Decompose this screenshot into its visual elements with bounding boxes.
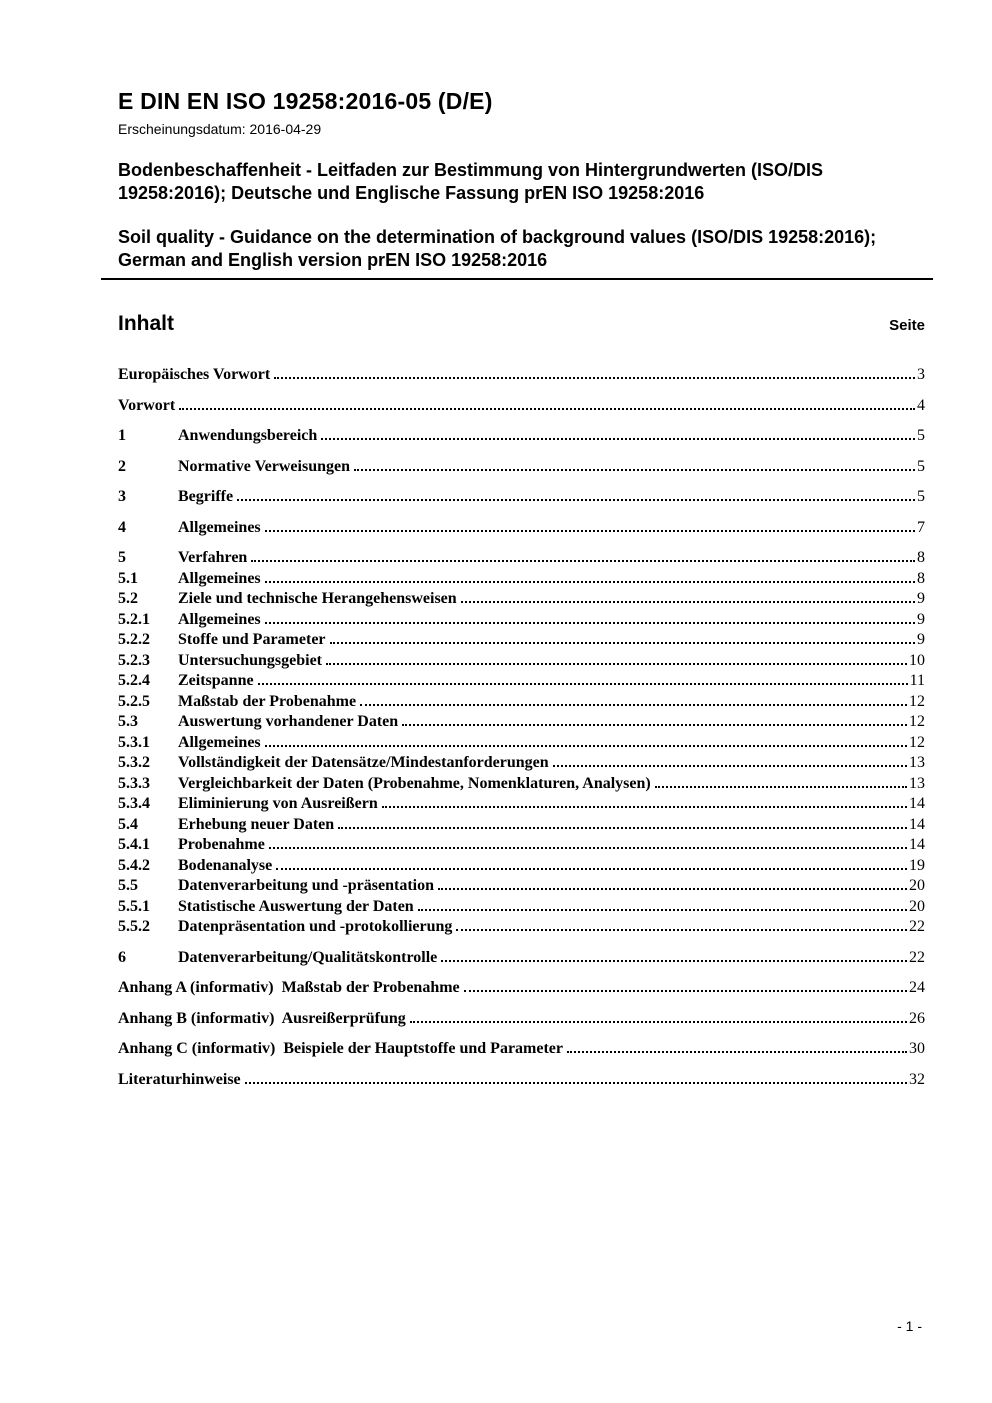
toc-entry-page: 9 (917, 590, 925, 607)
toc-entry-row (118, 1039, 925, 1060)
toc-dot-leader (402, 724, 907, 726)
toc-entry-title: Statistische Auswertung der Daten (178, 897, 414, 915)
toc-entry-title: Europäisches Vorwort (118, 366, 271, 383)
toc-entry-number: 5.3.2 (118, 754, 150, 771)
toc-entry-row (118, 733, 925, 754)
toc-entry-row (118, 630, 925, 651)
toc-entry-row (118, 712, 925, 733)
toc-entry-page: 5 (917, 427, 925, 444)
toc-entry-page: 11 (909, 672, 925, 689)
toc-list (118, 365, 925, 1090)
toc-entry-page: 10 (909, 651, 925, 669)
toc-entry-row (118, 365, 925, 386)
toc-entry-row (118, 426, 925, 447)
toc-entry-title: Anhang A (informativ) Maßstab der Probenahme (118, 979, 460, 996)
toc-dot-leader (251, 560, 915, 562)
toc-entry-page: 4 (917, 396, 925, 414)
toc-entry-page: 12 (909, 713, 925, 730)
toc-entry-row (118, 917, 925, 938)
toc-entry-page: 26 (909, 1009, 925, 1027)
footer-page-number: - 1 - (897, 1318, 922, 1334)
toc-entry-number: 5.2.5 (118, 692, 150, 710)
toc-entry-number: 5.2.4 (118, 672, 150, 689)
toc-entry-page: 13 (909, 774, 925, 792)
toc-entry-row (118, 978, 925, 999)
toc-entry-row (118, 569, 925, 590)
toc-entry-page: 24 (909, 979, 925, 996)
toc-entry-page: 22 (909, 948, 925, 966)
toc-entry-page: 9 (917, 631, 925, 648)
toc-entry-page: 20 (909, 897, 925, 915)
toc-entry-page: 32 (909, 1070, 925, 1088)
toc-entry-row (118, 794, 925, 815)
toc-entry-row (118, 897, 925, 918)
toc-entry-title: Ziele und technische Herangehensweisen (178, 590, 457, 607)
toc-entry-number: 4 (118, 518, 126, 536)
toc-entry-title: Allgemeines (178, 610, 261, 628)
toc-dot-leader (382, 806, 907, 808)
toc-entry-row (118, 835, 925, 856)
toc-entry-page: 20 (909, 877, 925, 894)
toc-entry-number: 5.3 (118, 713, 138, 730)
toc-entry-title: Allgemeines (178, 518, 261, 536)
toc-dot-leader (265, 622, 915, 624)
document-page (118, 88, 925, 1090)
toc-dot-leader (410, 1021, 907, 1023)
toc-entry-title: Vollständigkeit der Datensätze/Mindestanforderungen (178, 754, 549, 771)
toc-entry-row (118, 692, 925, 713)
toc-dot-leader (321, 438, 915, 440)
toc-entry-page: 14 (909, 836, 925, 853)
toc-entry-row (118, 396, 925, 417)
toc-entry-number: 5.5 (118, 877, 138, 894)
toc-entry-number: 5.3.4 (118, 795, 150, 812)
toc-dot-leader (456, 929, 907, 931)
toc-page-column-label: Seite (889, 317, 925, 334)
toc-entry-title: Allgemeines (178, 733, 261, 751)
toc-entry-page: 19 (909, 856, 925, 874)
toc-dot-leader (265, 581, 915, 583)
toc-entry-title: Begriffe (178, 488, 234, 505)
toc-dot-leader (330, 642, 915, 644)
toc-entry-number: 3 (118, 488, 126, 505)
toc-entry-number: 1 (118, 427, 126, 444)
toc-entry-page: 5 (917, 488, 925, 505)
toc-dot-leader (269, 847, 907, 849)
toc-entry-row (118, 856, 925, 877)
toc-entry-page: 12 (909, 733, 925, 751)
toc-entry-page: 7 (917, 518, 925, 536)
toc-dot-leader (338, 827, 907, 829)
toc-dot-leader (237, 499, 915, 501)
toc-dot-leader (258, 683, 908, 685)
toc-entry-page: 8 (917, 569, 925, 587)
toc-entry-title: Maßstab der Probenahme (178, 692, 357, 710)
toc-entry-page: 22 (909, 918, 925, 935)
toc-entry-row (118, 487, 925, 508)
toc-entry-number: 5.2.3 (118, 651, 150, 669)
toc-entry-row (118, 610, 925, 631)
toc-entry-number: 5.2 (118, 590, 138, 607)
toc-entry-page: 5 (917, 457, 925, 475)
toc-entry-number: 5.2.2 (118, 631, 150, 648)
toc-entry-number: 5.4.1 (118, 836, 150, 853)
toc-entry-row (118, 457, 925, 478)
toc-dot-leader (276, 868, 907, 870)
toc-entry-row (118, 774, 925, 795)
toc-dot-leader (326, 663, 907, 665)
toc-entry-title: Bodenanalyse (178, 856, 273, 874)
toc-entry-title: Datenpräsentation und -protokollierung (178, 918, 453, 935)
toc-entry-title: Literaturhinweise (118, 1070, 241, 1088)
toc-entry-title: Anhang B (informativ) Ausreißerprüfung (118, 1009, 406, 1027)
toc-dot-leader (360, 704, 907, 706)
toc-entry-number: 5.1 (118, 569, 138, 587)
toc-entry-row (118, 948, 925, 969)
toc-entry-row (118, 1070, 925, 1091)
toc-entry-page: 9 (917, 610, 925, 628)
toc-entry-number: 5.3.1 (118, 733, 150, 751)
toc-heading: Inhalt (118, 312, 174, 335)
toc-entry-title: Anhang C (informativ) Beispiele der Hauptstoffe und Parameter (118, 1040, 563, 1057)
toc-entry-row (118, 1009, 925, 1030)
toc-entry-title: Stoffe und Parameter (178, 631, 326, 648)
toc-entry-number: 5.4.2 (118, 856, 150, 874)
toc-entry-title: Zeitspanne (178, 672, 254, 689)
release-date-line: Erscheinungsdatum: 2016-04-29 (118, 121, 322, 137)
toc-entry-number: 5.3.3 (118, 774, 150, 792)
toc-entry-title: Allgemeines (178, 569, 261, 587)
toc-entry-title: Auswertung vorhandener Daten (178, 713, 399, 730)
toc-entry-page: 8 (917, 549, 925, 566)
toc-entry-number: 5.5.2 (118, 918, 150, 935)
toc-dot-leader (245, 1082, 907, 1084)
toc-entry-title: Datenverarbeitung/Qualitätskontrolle (178, 948, 438, 966)
toc-entry-title: Normative Verweisungen (178, 457, 350, 475)
document-title-english: Soil quality - Guidance on the determination of background values (ISO/DIS 19258:2016); German and English version prEN ISO 19258:2016 (118, 227, 877, 270)
toc-entry-title: Datenverarbeitung und -präsentation (178, 877, 435, 894)
toc-dot-leader (461, 601, 915, 603)
toc-dot-leader (655, 786, 907, 788)
toc-entry-number: 5.2.1 (118, 610, 150, 628)
toc-entry-row (118, 876, 925, 897)
toc-entry-number: 6 (118, 948, 126, 966)
toc-entry-title: Erhebung neuer Daten (178, 815, 335, 833)
document-number-heading: E DIN EN ISO 19258:2016-05 (D/E) (118, 88, 493, 114)
toc-entry-title: Vorwort (118, 396, 176, 414)
toc-dot-leader (274, 377, 915, 379)
toc-dot-leader (354, 469, 915, 471)
toc-entry-number: 5 (118, 549, 126, 566)
toc-entry-number: 5.5.1 (118, 897, 150, 915)
toc-entry-title: Vergleichbarkeit der Daten (Probenahme, Nomenklaturen, Analysen) (178, 774, 651, 792)
toc-dot-leader (553, 765, 907, 767)
toc-entry-page: 30 (909, 1040, 925, 1057)
toc-dot-leader (438, 888, 907, 890)
toc-entry-title: Eliminierung von Ausreißern (178, 795, 378, 812)
toc-entry-number: 2 (118, 457, 126, 475)
toc-dot-leader (265, 530, 915, 532)
toc-dot-leader (179, 408, 915, 410)
toc-entry-page: 14 (909, 795, 925, 812)
toc-entry-row (118, 815, 925, 836)
toc-dot-leader (265, 745, 907, 747)
toc-entry-row (118, 548, 925, 569)
title-divider-rule (101, 278, 933, 280)
toc-header-row (118, 311, 925, 336)
toc-dot-leader (567, 1051, 907, 1053)
toc-entry-row (118, 753, 925, 774)
toc-entry-page: 12 (909, 692, 925, 710)
toc-entry-title: Probenahme (178, 836, 265, 853)
toc-entry-title: Anwendungsbereich (178, 427, 318, 444)
toc-entry-page: 13 (909, 754, 925, 771)
toc-entry-title: Verfahren (178, 549, 248, 566)
toc-entry-number: 5.4 (118, 815, 138, 833)
toc-dot-leader (464, 990, 907, 992)
toc-dot-leader (441, 960, 907, 962)
document-title-german: Bodenbeschaffenheit - Leitfaden zur Bestimmung von Hintergrundwerten (ISO/DIS 19258:2016); Deutsche und Englische Fassung prEN ISO 19258:2016 (118, 160, 824, 203)
toc-entry-row (118, 671, 925, 692)
toc-entry-row (118, 518, 925, 539)
toc-entry-row (118, 589, 925, 610)
toc-entry-title: Untersuchungsgebiet (178, 651, 323, 669)
toc-entry-row (118, 651, 925, 672)
toc-dot-leader (418, 909, 907, 911)
toc-entry-page: 3 (917, 366, 925, 383)
toc-entry-page: 14 (909, 815, 925, 833)
